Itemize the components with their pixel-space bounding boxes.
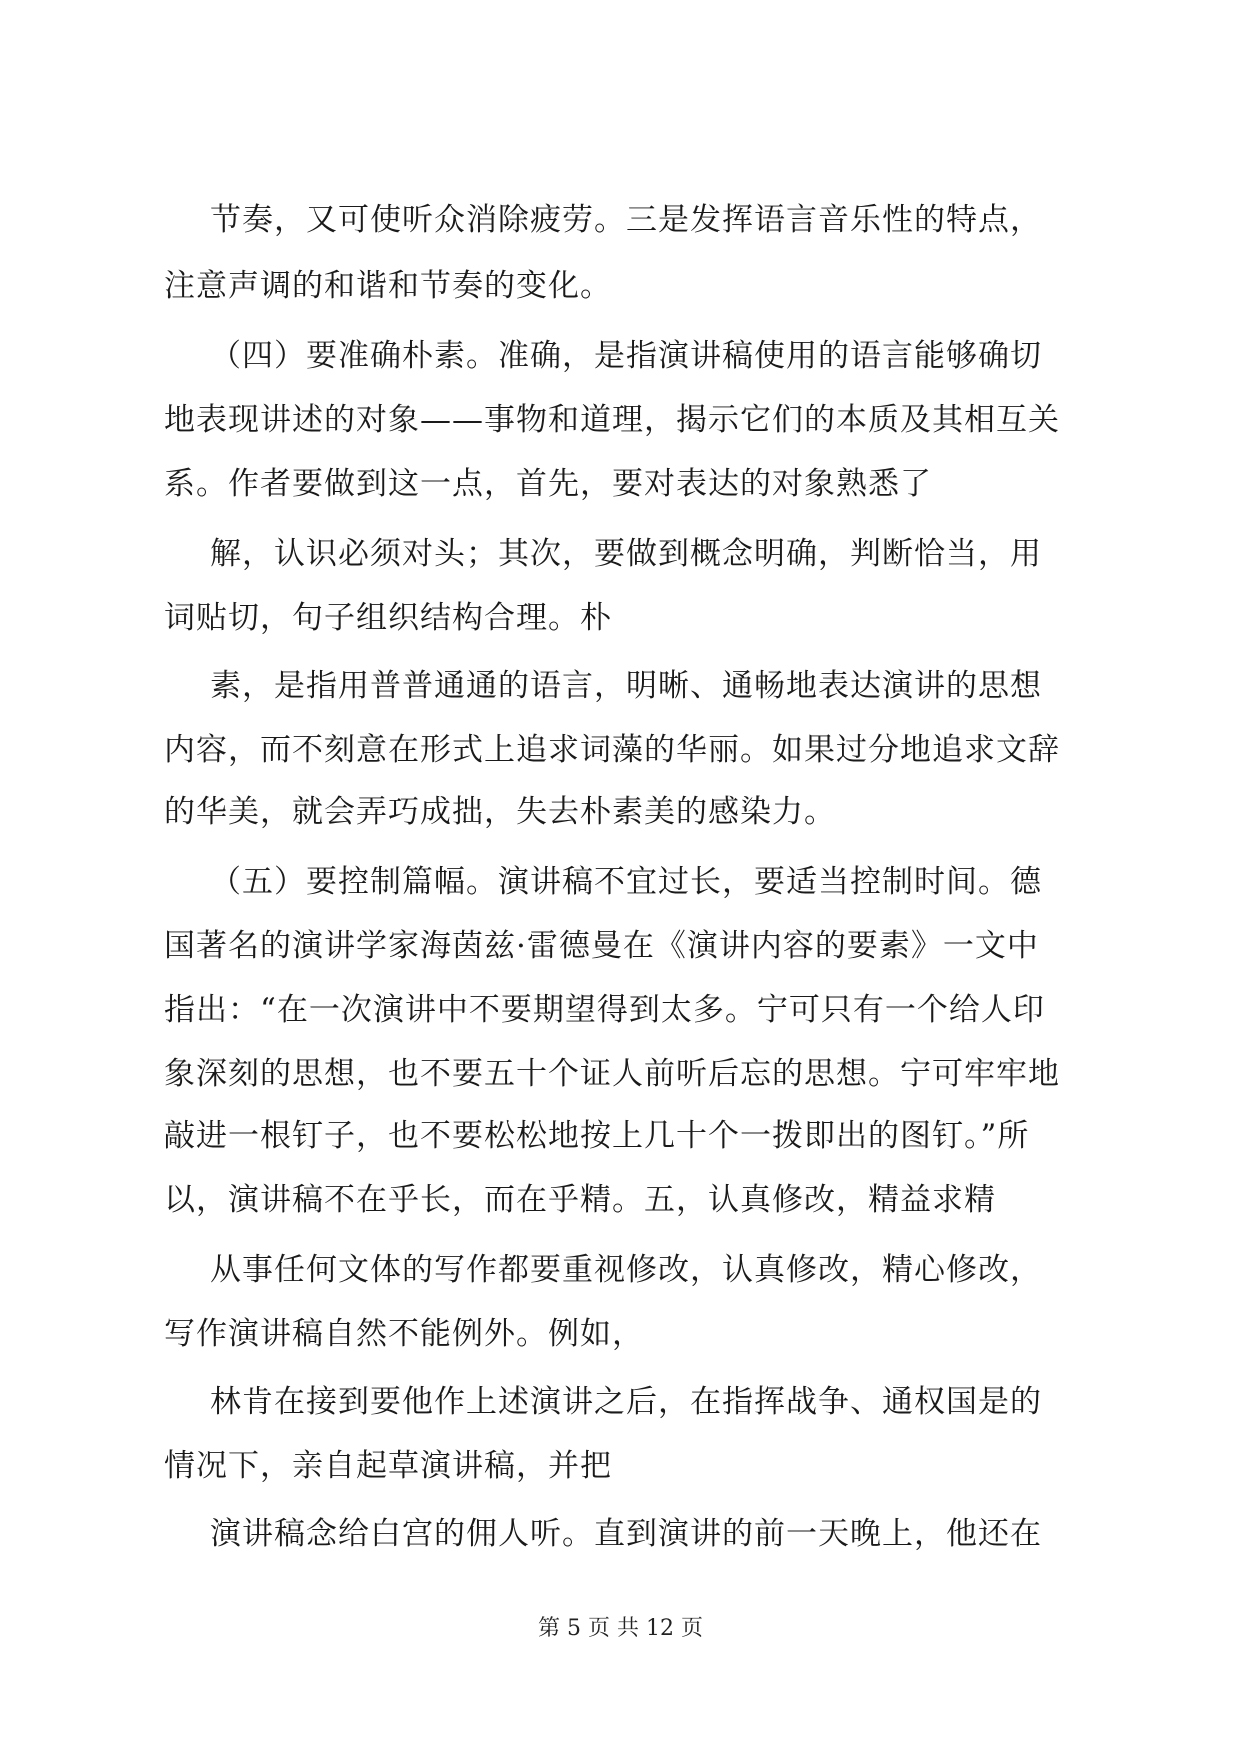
text-line: 素，是指用普普通通的语言，明晰、通畅地表达演讲的思想 — [210, 668, 1042, 704]
text-line: 情况下，亲自起草演讲稿，并把 — [164, 1448, 612, 1484]
page-number-footer: 第 5 页 共 12 页 — [538, 1616, 703, 1641]
text-line: 系。作者要做到这一点，首先，要对表达的对象熟悉了 — [164, 466, 932, 502]
text-line: 词贴切，句子组织结构合理。朴 — [164, 600, 612, 636]
text-line: 象深刻的思想，也不要五十个证人前听后忘的思想。宁可牢牢地 — [164, 1056, 1060, 1092]
text-line: 的华美，就会弄巧成拙，失去朴素美的感染力。 — [164, 794, 836, 830]
text-line: 解，认识必须对头；其次，要做到概念明确，判断恰当，用 — [210, 536, 1042, 572]
text-line: 内容，而不刻意在形式上追求词藻的华丽。如果过分地追求文辞 — [164, 732, 1060, 768]
text-line: 从事任何文体的写作都要重视修改，认真修改，精心修改， — [210, 1252, 1042, 1288]
text-line: 指出：“在一次演讲中不要期望得到太多。宁可只有一个给人印 — [164, 992, 1045, 1028]
text-line: 演讲稿念给白宫的佣人听。直到演讲的前一天晚上，他还在 — [210, 1516, 1042, 1552]
text-line: 敲进一根钉子，也不要松松地按上几十个一拨即出的图钉。”所 — [164, 1118, 1030, 1154]
text-line: 地表现讲述的对象——事物和道理，揭示它们的本质及其相互关 — [164, 402, 1060, 438]
text-line: 林肯在接到要他作上述演讲之后，在指挥战争、通权国是的 — [210, 1384, 1042, 1420]
text-line: （五）要控制篇幅。演讲稿不宜过长，要适当控制时间。德 — [210, 864, 1042, 900]
text-line: 注意声调的和谐和节奏的变化。 — [164, 268, 612, 304]
text-line: 国著名的演讲学家海茵兹·雷德曼在《演讲内容的要素》一文中 — [164, 928, 1039, 964]
text-line: （四）要准确朴素。准确，是指演讲稿使用的语言能够确切 — [210, 338, 1042, 374]
text-line: 以，演讲稿不在乎长，而在乎精。五，认真修改，精益求精 — [164, 1182, 996, 1218]
text-line: 节奏，又可使听众消除疲劳。三是发挥语言音乐性的特点， — [210, 202, 1042, 238]
text-line: 写作演讲稿自然不能例外。例如， — [164, 1316, 644, 1352]
